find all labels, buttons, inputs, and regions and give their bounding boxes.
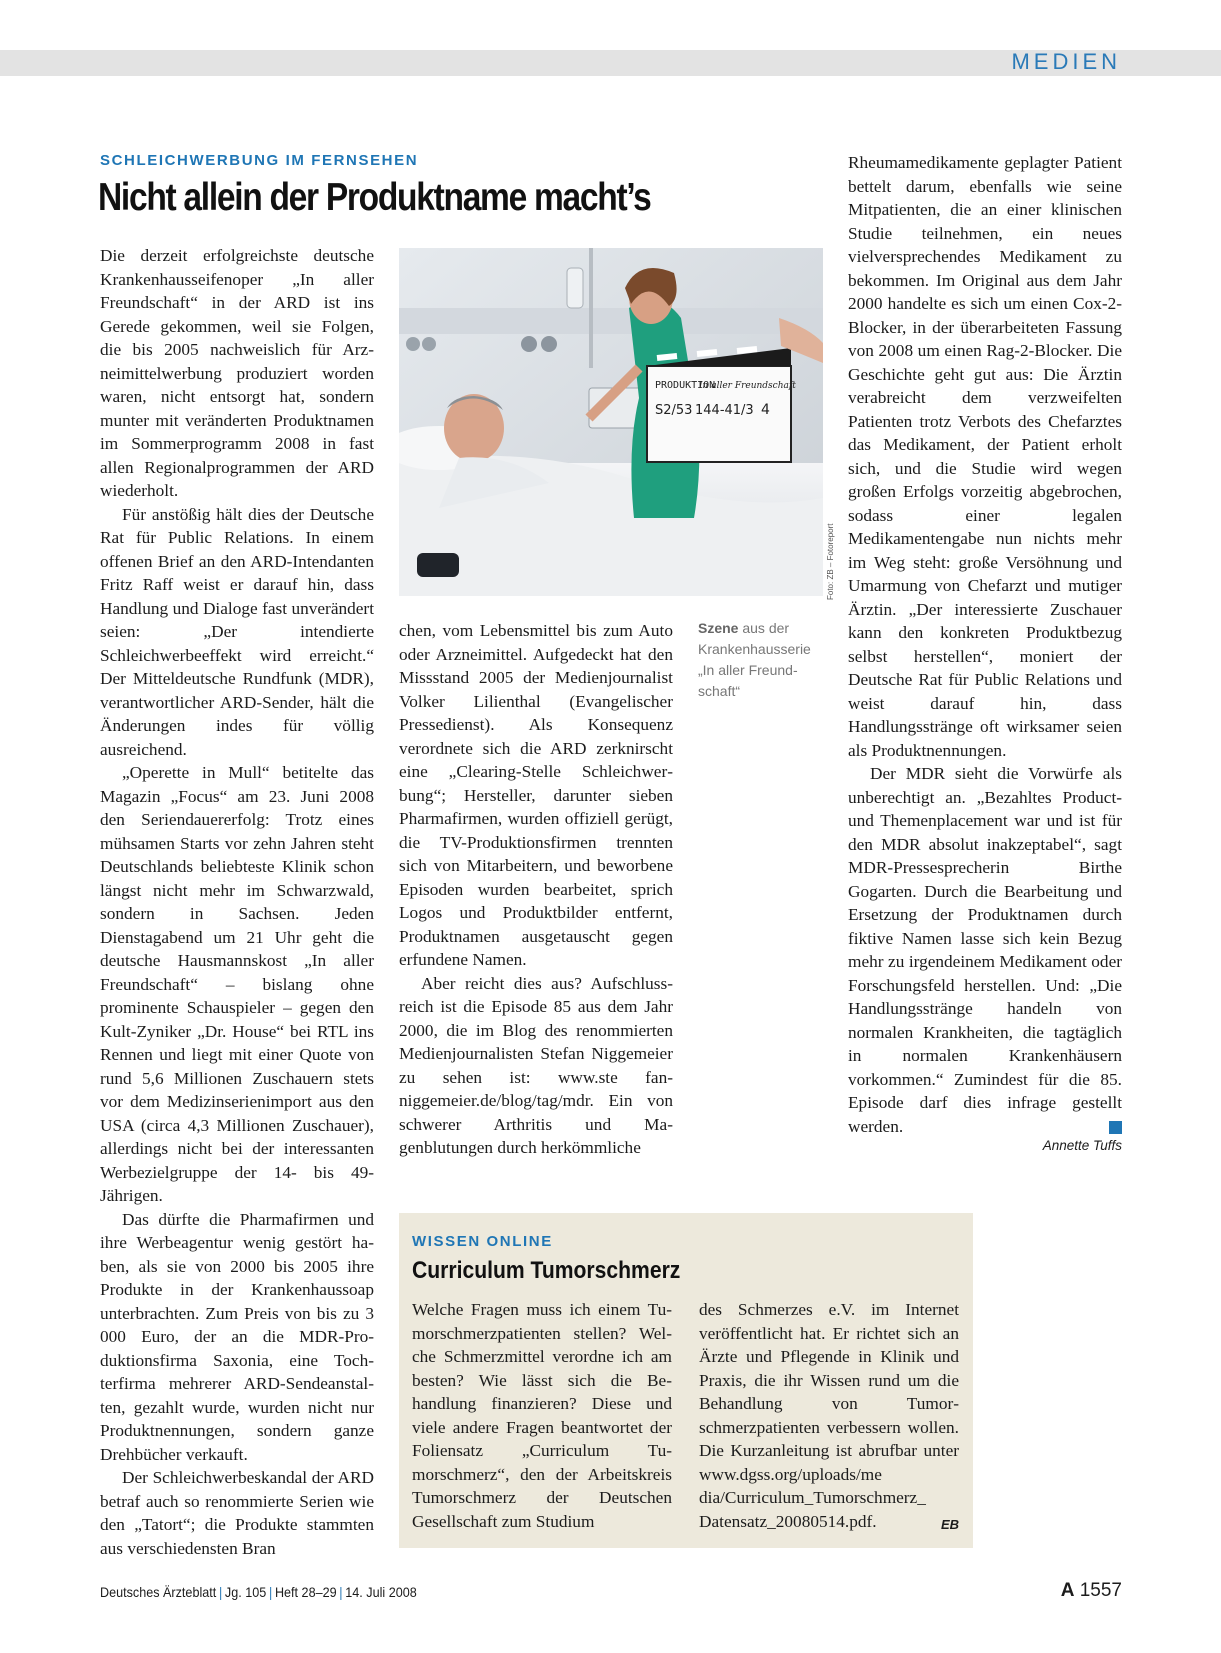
paragraph-text: Der MDR sieht die Vorwürfe als unberechtigt an. „Bezahltes Product- und Themenplacement war und ist für den MDR absolut inakzeptabel“, sagt MDR-Pressesprecherin Birthe Gogarten. Durch die Bearbeitung und Ersetzung der Produktnamen durch fiktive Namen lasse sich kein Bezug mehr zu irgendeinem Medikament oder Forschungsfeld herstellen. Und: „Die Handlungsstränge handeln von normalen Krankheiten, die tagtäglich in normalen Krankenhäusern vorkommen.“ Zumindest für die 85. Episode darf dies infrage gestellt werden. xyxy=(848,764,1122,1136)
paragraph: Für anstößig hält dies der Deutsche Rat für Public Relations. In einem offenen Brief an den ARD-Intendanten Fritz Raff weist er darauf hin, dass Handlung und Dialoge fast unverändert seien: „Der intendierte Schleichwerbeeffekt wird erreicht.“ Der Mitteldeutsche Rundfunk (MDR), verantwortlicher ARD-Sender, hält die Änderungen indes für völlig ausreichend. xyxy=(100,504,374,759)
article-column-2 xyxy=(399,619,673,1160)
footer-journal: Deutsches Ärzteblatt xyxy=(100,1584,217,1600)
article-column-3 xyxy=(848,151,1122,1138)
box-kicker: WISSEN ONLINE xyxy=(412,1233,553,1250)
paragraph xyxy=(699,1298,959,1533)
article-column-1 xyxy=(100,244,374,1560)
footer-date: 14. Juli 2008 xyxy=(345,1584,417,1600)
clapper-text: 4 xyxy=(761,402,770,418)
info-box xyxy=(399,1213,973,1548)
box-title: Curriculum Tumorschmerz xyxy=(412,1257,681,1284)
paragraph: Welche Fragen muss ich einem Tumorschmerzpatienten stellen? Welche Schmerzmittel verordne ich am besten? Wie lässt sich die Behandlung finanzieren? Diese und viele andere Fragen beantwortet der Foliensatz „Curriculum Tumorschmerz“, den der Arbeitskreis Tumorschmerz der Deutschen Gesellschaft zum Studium xyxy=(412,1300,672,1531)
article-kicker: SCHLEICHWERBUNG IM FERNSEHEN xyxy=(100,152,419,169)
article-headline: Nicht allein der Produktname macht’s xyxy=(98,176,651,219)
end-mark-icon xyxy=(1109,1121,1122,1134)
paragraph: Rheumamedikamente geplagter Patient bettelt darum, ebenfalls wie seine Mitpatienten, die an einer klinischen Studie teilnehmen, ein neues vielversprechendes Medikament zu bekommen. Im Original aus dem Jahr 2000 handelte es sich um einen Cox-2-Blocker, in der überarbeiteten Fassung von 2008 um einen Rag-2-Blocker. Die Geschichte geht gut aus: Die Ärztin verabreicht dem verzweifelten Patienten trotz Verbots des Chefarztes das Medikament, der Patient erholt sich, und die Studie wird wegen großen Erfolgs vorzeitig abgebrochen, sodass einer legalen Medikamentengabe nun nichts mehr im Weg steht: große Versöhnung und Umarmung von Chefarzt und mutiger Ärztin. „Der interessierte Zuschauer kann den konkreten Produktbezug selbst herstellen“, moniert der Deutsche Rat für Public Relations und weist darauf hin, dass Handlungsstränge oft wirksamer seien als Produktnennungen. xyxy=(848,153,1122,760)
footer-issue: Heft 28–29 xyxy=(274,1584,337,1600)
paragraph: chen, vom Lebensmittel bis zum Auto oder Arzneimittel. Aufgedeckt hat den Missstand 2005 der Medienjournalist Volker Lilienthal (Evangelischer Pressedienst). Als Konsequenz verordnete sich die ARD zerknirscht eine „Clearing-Stelle Schleichwerbung“; Hersteller, darunter sieben Pharmafirmen, wurden offiziell gerügt, die TV-Produktionsfirmen trennten sich von Mitarbeitern, und beworbene Episoden wurden bearbeitet, sprich Logos und Produktbilder entfernt, Produktnamen ausgetauscht gegen erfundene Namen. xyxy=(399,621,673,969)
paragraph: Aber reicht dies aus? Aufschlussreich ist die Episode 85 aus dem Jahr 2000, die im Blog des renommierten Medienjournalisten Stefan Niggemeier zu sehen ist: www.ste fan-niggemeier.de/blog/tag/mdr. Ein von schwerer Arthritis und Magenblutungen durch herkömmliche xyxy=(399,973,673,1157)
clapper-text: In aller Freundschaft xyxy=(699,381,796,391)
paragraph-text: des Schmerzes e.V. im Internet veröffentlicht hat. Er richtet sich an Ärzte und Pflegende in Klinik und Praxis, die ihr Wissen rund um die Behandlung von Tumorschmerzpatienten verbessern wollen. Die Kurzanleitung ist abrufbar unter www.dgss.org/uploads/me dia/Curriculum_Tumorschmerz_ Datensatz_20080514.pdf. xyxy=(699,1300,959,1531)
paragraph: Der Schleichwerbeskandal der ARD betraf auch so renommierte Serien wie den „Tatort“; die Produkte stammten aus verschiedensten Bran xyxy=(100,1468,374,1558)
footer-volume: Jg. 105 xyxy=(224,1584,267,1600)
photo-caption xyxy=(698,618,828,702)
paragraph: Das dürfte die Pharmafirmen und ihre Werbeagentur wenig gestört haben, als sie von 2000 bis 2005 ihre Produkte in der Krankenhaussoap unterbrachten. Zum Preis von bis zu 3 000 Euro, der an die MDR-Produktionsfirma Saxonia, eine Tochterfirma mehrerer ARD-Sendeanstalten, gezahlt wurde, wurden nicht nur Produktnennungen, sondern ganze Drehbücher verkauft. xyxy=(100,1209,374,1464)
page-prefix: A xyxy=(1060,1580,1075,1601)
article-author: Annette Tuffs xyxy=(1042,1138,1122,1153)
clapper-text: PRODUKTION xyxy=(655,380,716,391)
scene-photo xyxy=(399,248,823,596)
section-label: MEDIEN xyxy=(1011,49,1121,74)
clapper-text: S2/53 xyxy=(655,403,693,418)
photo-credit: Foto: ZB – Fotoreport xyxy=(826,523,835,600)
paragraph: Die derzeit erfolgreichste deutsche Krankenhausseifenoper „In aller Freundschaft“ in der ARD ist ins Gerede gekommen, weil sie Folgen, die bis 2005 nachweislich für Arzneimittelwerbung produziert worden waren, nicht entsorgt hat, sondern munter mit veränderten Produktnamen im Sommerprogramm 2008 in fast allen Regionalprogrammen der ARD wiederholt. xyxy=(100,246,374,500)
box-column-2 xyxy=(699,1298,959,1536)
footer-separator: | xyxy=(339,1584,343,1600)
page-number xyxy=(1061,1580,1122,1602)
paragraph xyxy=(848,762,1122,1138)
footer-separator: | xyxy=(218,1584,223,1600)
page-number-value: 1557 xyxy=(1079,1580,1122,1601)
box-initials: EB xyxy=(940,1516,959,1532)
footer xyxy=(100,1584,417,1600)
box-column-1 xyxy=(412,1298,672,1533)
caption-text: aus der Krankenhausserie „In aller Freundschaft“ xyxy=(698,620,811,699)
caption-key: Szene xyxy=(698,620,739,636)
clapper-text: 144-41/3 xyxy=(695,403,754,418)
footer-separator: | xyxy=(268,1584,273,1600)
paragraph: „Operette in Mull“ betitelte das Magazin „Focus“ am 23. Juni 2008 den Seriendauererfolg: Trotz eines mühsamen Starts vor zehn Jahren steht Deutschlands beliebteste Klinik schon längst nicht mehr im Schwarzwald, sondern in Sachsen. Jeden Dienstagabend um 21 Uhr geht die deutsche Hausmannskost „In aller Freundschaft“ – bislang ohne prominente Schauspieler – gegen den Kult-Zyniker „Dr. House“ bei RTL ins Rennen und liegt mit einer Quote von rund 5,6 Millionen Zuschauern stets vor dem Medizinserienimport aus den USA (circa 4,3 Millionen Zuschauer), allerdings nicht bei der interessanten Werbezielgruppe der 14- bis 49-Jährigen. xyxy=(100,763,374,1205)
